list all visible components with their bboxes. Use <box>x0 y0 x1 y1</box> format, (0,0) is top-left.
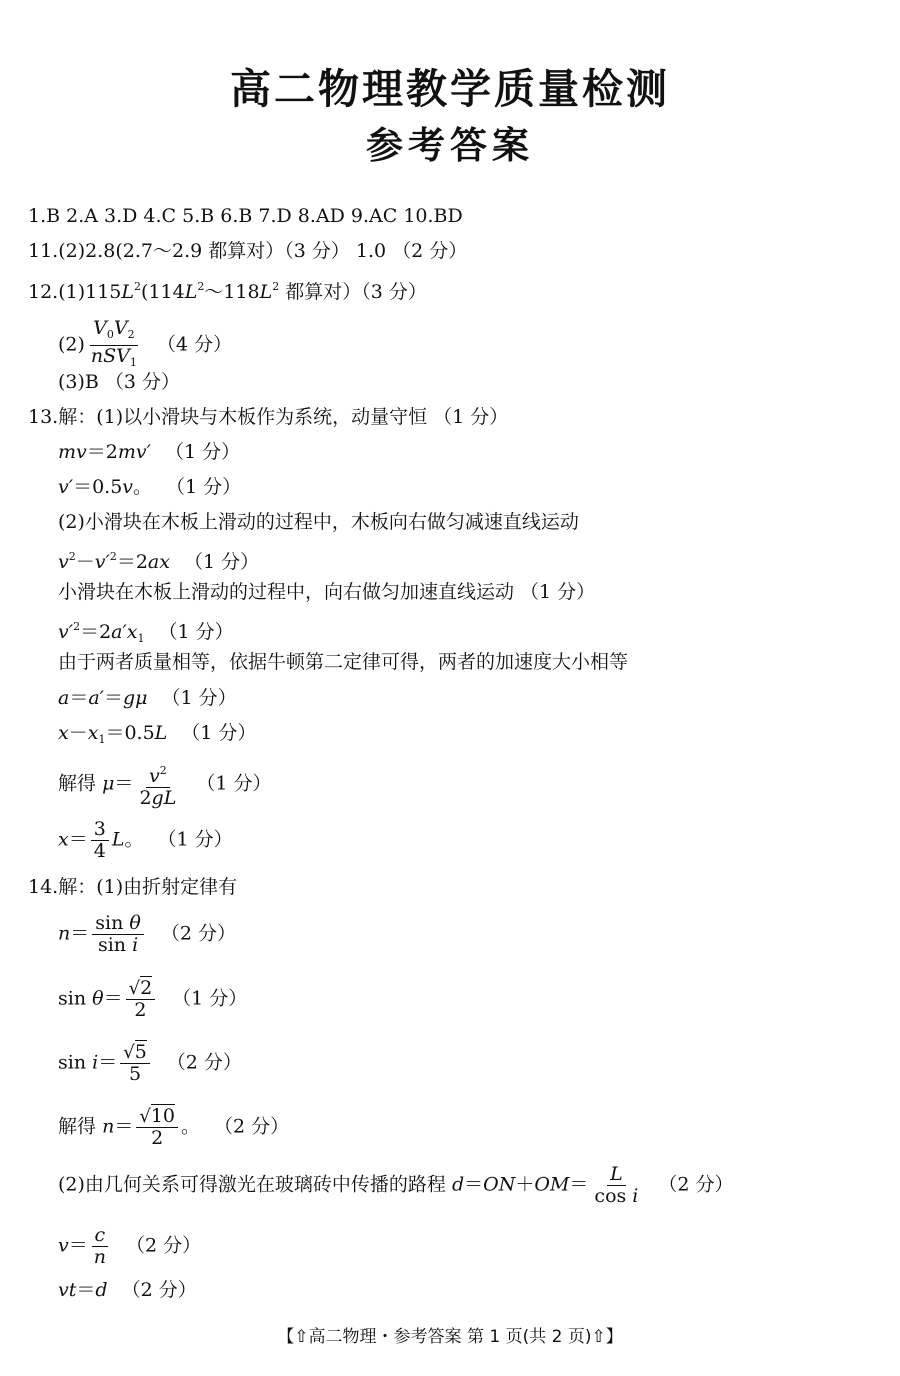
q13-kinematic-eq2: $v'^2=2a'x_1$ （1 分） <box>58 620 234 645</box>
q13-mu-result: 解得 μ＝ $\frac{v^2}{2gL}$ （1 分） <box>58 760 271 809</box>
q14-sin-i: sin i＝ $\frac{√5}{5}$ （2 分） <box>58 1041 242 1085</box>
q14-n-result: 解得 n＝ $\frac{√10}{2}$ 。 （2 分） <box>58 1105 290 1149</box>
q13-line8: 由于两者质量相等，依据牛顿第二定律可得，两者的加速度大小相等 <box>58 651 629 673</box>
q12-part1: $12.(1)115L^2(114L^2\sim 118L^2$ 都算对）（3 分） <box>28 280 427 303</box>
multiple-choice-answers: 1.B 2.A 3.D 4.C 5.B 6.B 7.D 8.AD 9.AC 10.BD <box>28 205 463 227</box>
page-footer: 【⇧高二物理・参考答案 第 1 页(共 2 页)⇧】 <box>277 1327 623 1347</box>
page-title: 高二物理教学质量检测 <box>230 65 670 113</box>
q12-part2: (2) $\frac{V_0V_2}{nSV_1}$ （4 分） <box>58 317 233 369</box>
q14-time-eq: vt＝d （2 分） <box>58 1279 197 1301</box>
q13-momentum-eq: mv＝2mv′ （1 分） <box>58 441 241 463</box>
q13-x-result: x＝ $\frac{3}{4}$ L。 （1 分） <box>58 818 233 862</box>
q12-part3: (3)B （3 分） <box>58 371 181 393</box>
q11-answer: 11.(2)2.8(2.7～2.9 都算对）（3 分） 1.0 （2 分） <box>28 240 468 262</box>
q14-line1: 14.解：(1)由折射定律有 <box>28 876 238 898</box>
q13-part2-text: (2)小滑块在木板上滑动的过程中，木板向右做匀减速直线运动 <box>58 511 579 533</box>
q14-speed-eq: v＝ $\frac{c}{n}$ （2 分） <box>58 1224 202 1268</box>
page-subtitle: 参考答案 <box>366 124 534 167</box>
q14-sin-theta: sin θ＝ $\frac{√2}{2}$ （1 分） <box>58 977 248 1021</box>
q13-line6: 小滑块在木板上滑动的过程中，向右做匀加速直线运动 （1 分） <box>58 581 596 603</box>
q13-acceleration-eq: a＝a′＝gμ （1 分） <box>58 687 237 709</box>
q13-line1: 13.解：(1)以小滑块与木板作为系统，动量守恒 （1 分） <box>28 406 509 428</box>
q13-velocity-result: v′＝0.5v。 （1 分） <box>58 476 242 498</box>
q14-refraction-eq: n＝ $\frac{\text{sin θ}}{\text{sin i}}$ （2 分） <box>58 912 236 956</box>
q13-displacement-eq: $x-x_1=0.5L$ （1 分） <box>58 722 257 746</box>
q13-kinematic-eq1: $v^2-v'^2=2ax$ （1 分） <box>58 550 260 573</box>
q14-path-eq: (2)由几何关系可得激光在玻璃砖中传播的路程 d＝ON＋OM＝ $\frac{L}{\text{cos i}}$ （2 分） <box>58 1163 734 1207</box>
